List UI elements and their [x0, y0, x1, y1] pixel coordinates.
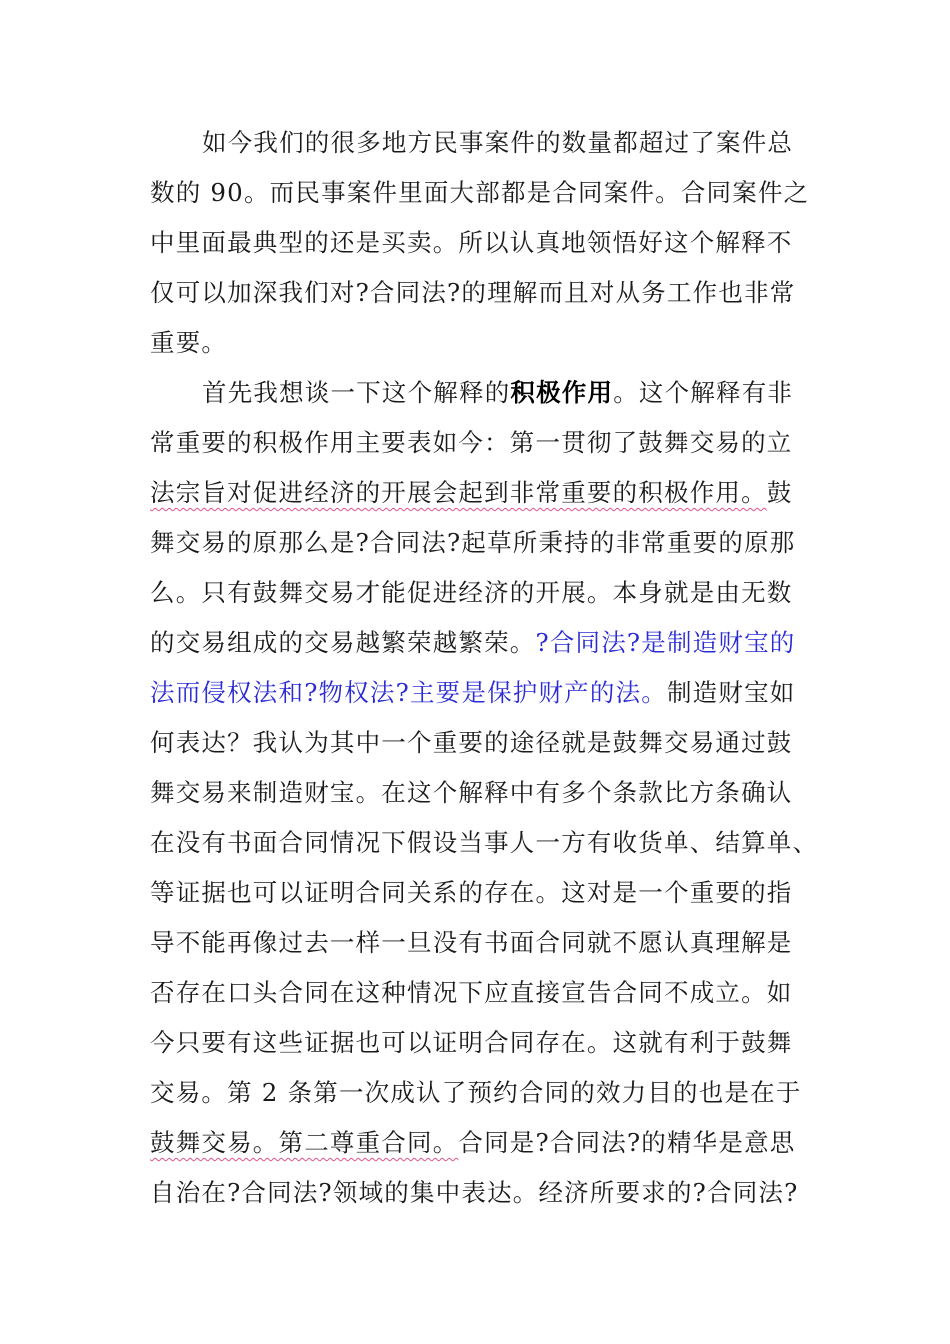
- text-line: [150, 768, 810, 818]
- text-line: [150, 368, 810, 418]
- text-line: [150, 118, 810, 168]
- text-line: [150, 1018, 810, 1068]
- text-line: [150, 1068, 810, 1118]
- text-segment: 首先我想谈一下这个解释的: [202, 378, 511, 407]
- text-line: [150, 168, 810, 218]
- text-segment: 舞交易的原那么是?合同法?起草所秉持的非常重要的原那: [150, 528, 796, 557]
- text-segment: 仅可以加深我们对?合同法?的理解而且对从务工作也非常: [150, 278, 796, 307]
- bold-phrase: 积极作用: [510, 378, 614, 407]
- text-line: [150, 668, 810, 718]
- text-line: [150, 1168, 810, 1218]
- text-segment: 鼓: [766, 478, 793, 507]
- text-segment: 合同是?合同法?的精华是意思: [458, 1128, 796, 1157]
- text-segment: 如今我们的很多地方民事案件的数量都超过了案件总: [202, 128, 794, 157]
- text-segment: 常重要的积极作用主要表如今：第一贯彻了鼓舞交易的立: [150, 428, 793, 457]
- text-line: [150, 618, 810, 668]
- text-segment: 导不能再像过去一样一旦没有书面合同就不愿认真理解是: [150, 928, 793, 957]
- text-segment: 舞交易来制造财宝。在这个解释中有多个条款比方条确认: [150, 778, 793, 807]
- text-segment: 自治在?合同法?领域的集中表达。经济所要求的?合同法?: [150, 1178, 799, 1207]
- text-segment: 今只要有这些证据也可以证明合同存在。这就有利于鼓舞: [150, 1028, 793, 1057]
- text-segment: 制造财宝如: [666, 678, 796, 707]
- text-segment: 重要。: [150, 328, 228, 357]
- document-body: [150, 118, 819, 1218]
- text-line: [150, 468, 810, 518]
- text-segment: 么。只有鼓舞交易才能促进经济的开展。本身就是由无数: [150, 578, 793, 607]
- text-line: [150, 918, 810, 968]
- highlighted-text: 法而侵权法和?物权法?主要是保护财产的法。: [150, 678, 667, 707]
- text-segment: 的交易组成的交易越繁荣越繁荣。: [150, 628, 536, 657]
- text-segment: 否存在口头合同在这种情况下应直接宣告合同不成立。如: [150, 978, 793, 1007]
- text-line: [150, 868, 810, 918]
- text-line: [150, 818, 819, 868]
- spellcheck-underlined-text: 鼓舞交易。第二尊重合同。: [150, 1128, 459, 1157]
- text-line: [150, 268, 810, 318]
- text-line: [150, 218, 810, 268]
- text-segment: 交易。第 2 条第一次成认了预约合同的效力目的也是在于: [150, 1078, 802, 1107]
- text-segment: 数的 90。而民事案件里面大部都是合同案件。合同案件之: [150, 178, 810, 207]
- text-line: [150, 1118, 810, 1168]
- text-segment: 中里面最典型的还是买卖。所以认真地领悟好这个解释不: [150, 228, 793, 257]
- text-line: [150, 518, 810, 568]
- text-segment: 在没有书面合同情况下假设当事人一方有收货单、结算单、: [150, 828, 819, 857]
- text-line: [150, 568, 810, 618]
- spellcheck-underlined-text: 法宗旨对促进经济的开展会起到非常重要的积极作用。: [150, 478, 767, 507]
- text-segment: 等证据也可以证明合同关系的存在。这对是一个重要的指: [150, 878, 793, 907]
- text-segment: 。这个解释有非: [613, 378, 794, 407]
- text-line: [150, 418, 810, 468]
- highlighted-text: ?合同法?是制造财宝的: [535, 628, 796, 657]
- text-line: [150, 968, 810, 1018]
- text-line: [150, 318, 810, 368]
- text-line: [150, 718, 810, 768]
- text-segment: 何表达？我认为其中一个重要的途径就是鼓舞交易通过鼓: [150, 728, 793, 757]
